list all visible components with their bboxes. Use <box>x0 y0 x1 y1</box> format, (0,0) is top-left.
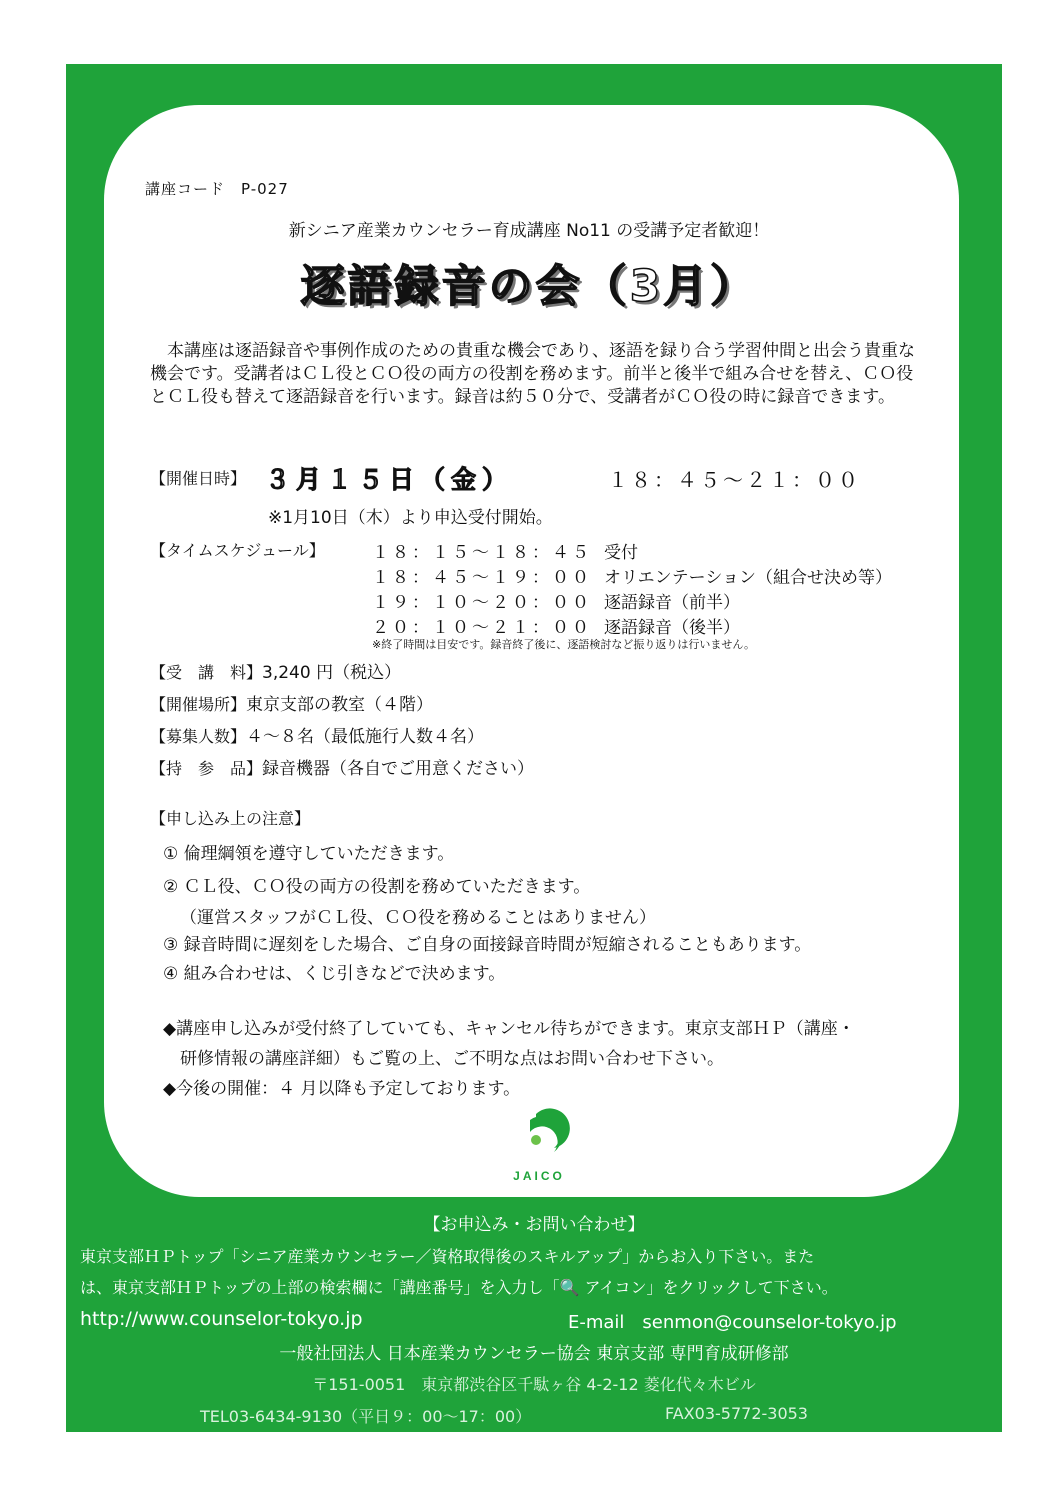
schedule-time: １９：１０～２０：００ <box>372 593 592 613</box>
footer-line: 東京支部ＨＰトップ「シニア産業カウンセラー／資格取得後のスキルアップ」からお入り下さい。また <box>80 1247 815 1266</box>
schedule-activity: 逐語録音（後半） <box>604 618 740 638</box>
detail-items <box>150 754 534 779</box>
schedule-note: ※終了時間は目安です。録音終了後に、逐語検討など振り返りは行いません。 <box>372 638 755 651</box>
schedule-time: １８：４５～１９：００ <box>372 568 592 588</box>
schedule-activity: オリエンテーション（組合せ決め等） <box>604 568 892 588</box>
bullet-line: ◆講座申し込みが受付終了していても、キャンセル待ちができます。東京支部ＨＰ（講座・ <box>163 1019 855 1039</box>
detail-label: 【受 講 料】 <box>150 663 263 682</box>
jaico-logo <box>496 1108 582 1186</box>
website-link[interactable]: http://www.counselor-tokyo.jp <box>80 1308 363 1330</box>
note-item: ① 倫理綱領を遵守していただきます。 <box>163 844 455 864</box>
schedule-activity: 受付 <box>604 543 638 563</box>
schedule-time: １８：１５～１８：４５ <box>372 543 592 563</box>
schedule-row <box>372 613 740 638</box>
bullet-line: ◆今後の開催：４ 月以降も予定しております。 <box>163 1079 521 1099</box>
organization-name: 一般社団法人 日本産業カウンセラー協会 東京支部 専門育成研修部 <box>279 1344 789 1364</box>
schedule-time: ２０：１０～２１：００ <box>372 618 592 638</box>
event-date: ３月１５日（金） <box>265 465 514 494</box>
course-code: 講座コード P-027 <box>145 180 289 198</box>
footer-heading: 【お申込み・お問い合わせ】 <box>423 1215 645 1235</box>
detail-value: ４～８名（最低施行人数４名） <box>246 727 485 747</box>
intro-paragraph: 本講座は逐語録音や事例作成のための貴重な機会であり、逐語を録り合う学習仲間と出会う貴重な機会です。受講者はＣＬ役とＣＯ役の両方の役割を務めます。前半と後半で組み合せを替え、ＣＯ役とＣＬ役も替えて逐語録音を行います。録音は約５０分で、受講者がＣＯ役の時に録音できます。 <box>150 341 915 407</box>
email-link[interactable]: E-mail senmon@counselor-tokyo.jp <box>568 1312 897 1333</box>
jaico-logo-icon <box>496 1108 582 1186</box>
welcome-line: 新シニア産業カウンセラー育成講座 No11 の受講予定者歓迎！ <box>288 221 770 241</box>
detail-label: 【開催場所】 <box>150 695 247 714</box>
fax: FAX03-5772-3053 <box>665 1404 808 1423</box>
schedule-row <box>372 563 892 588</box>
footer-line: は、東京支部ＨＰトップの上部の検索欄に「講座番号」を入力し「🔍 アイコン」をクリックして下さい。 <box>80 1278 838 1297</box>
detail-capacity <box>150 722 484 747</box>
detail-label: 【募集人数】 <box>150 727 247 746</box>
detail-value: 録音機器（各自でご用意ください） <box>262 759 535 779</box>
note-item: ② ＣＬ役、ＣＯ役の両方の役割を務めていただきます。 <box>163 877 591 897</box>
logo-text: JAICO <box>513 1169 565 1183</box>
page-title: 逐語録音の会（3月） <box>300 261 758 312</box>
schedule-label: 【タイムスケジュール】 <box>150 541 325 560</box>
note-item: ③ 録音時間に遅刻をした場合、ご自身の面接録音時間が短縮されることもあります。 <box>163 935 812 955</box>
date-label: 【開催日時】 <box>150 469 247 488</box>
detail-venue <box>150 690 433 715</box>
schedule-activity: 逐語録音（前半） <box>604 593 740 613</box>
address: 〒151-0051 東京都渋谷区千駄ヶ谷 4-2-12 菱化代々木ビル <box>312 1375 756 1394</box>
telephone: TEL03-6434-9130（平日９：00～17：00） <box>200 1407 532 1426</box>
event-time: １８：４５～２１：００ <box>608 468 861 492</box>
note-item: ④ 組み合わせは、くじ引きなどで決めます。 <box>163 964 506 984</box>
bullet-line: 研修情報の講座詳細）もご覧の上、ご不明な点はお問い合わせ下さい。 <box>180 1049 724 1069</box>
registration-note: ※1月10日（木）より申込受付開始。 <box>268 508 553 528</box>
detail-value: 3,240 円（税込） <box>262 663 402 683</box>
schedule-row <box>372 588 740 613</box>
notes-heading: 【申し込み上の注意】 <box>150 809 311 828</box>
detail-label: 【持 参 品】 <box>150 759 263 778</box>
detail-value: 東京支部の教室（４階） <box>246 695 434 715</box>
schedule-row <box>372 538 638 563</box>
note-item: （運営スタッフがＣＬ役、ＣＯ役を務めることはありません） <box>180 908 656 928</box>
detail-fee <box>150 658 401 683</box>
